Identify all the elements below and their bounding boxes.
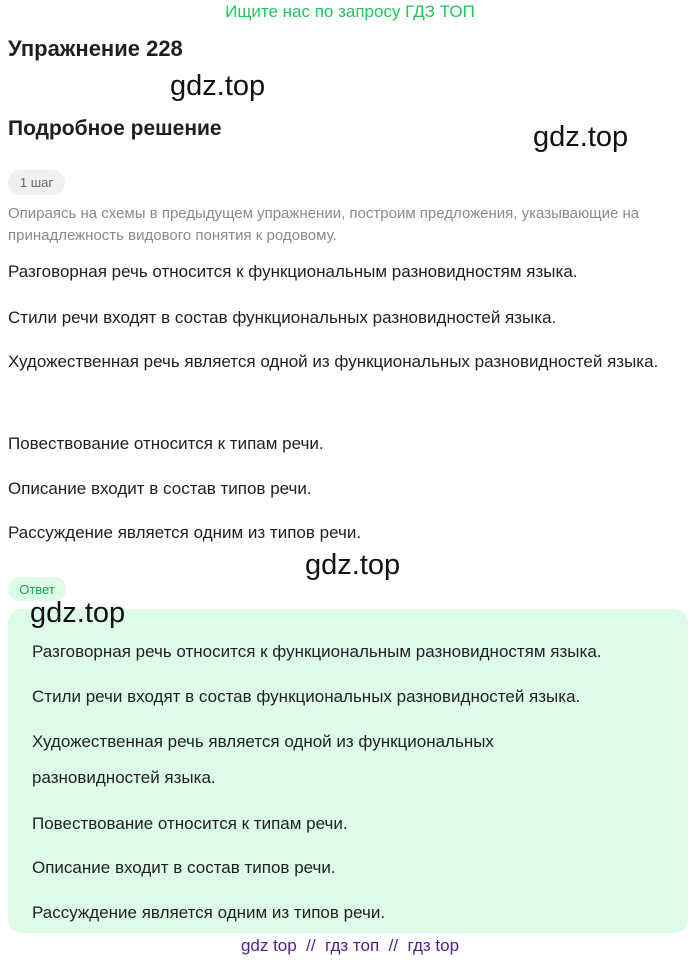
answer-line: Разговорная речь относится к функциональным разновидностям языка. bbox=[32, 642, 602, 661]
answer-line: Повествование относится к типам речи. bbox=[32, 814, 348, 833]
answer-line: Художественная речь является одной из функциональных разновидностей языка. bbox=[32, 732, 494, 787]
top-banner[interactable]: Ищите нас по запросу ГДЗ ТОП bbox=[225, 2, 475, 21]
answer-line: Стили речи входят в состав функциональных разновидностей языка. bbox=[32, 687, 581, 706]
solution-line: Рассуждение является одним из типов речи. bbox=[8, 523, 362, 542]
solution-line: Стили речи входят в состав функциональных разновидностей языка. bbox=[8, 308, 557, 327]
exercise-title: Упражнение 228 bbox=[8, 36, 183, 61]
watermark: gdz.top bbox=[30, 597, 126, 629]
solution-line: Описание входит в состав типов речи. bbox=[8, 479, 312, 498]
watermark: gdz.top bbox=[170, 70, 266, 102]
step-badge: 1 шаг bbox=[8, 170, 65, 195]
solution-line: Разговорная речь относится к функциональным разновидностям языка. bbox=[8, 262, 578, 281]
footer-links[interactable]: gdz top // гдз топ // гдз top bbox=[240, 936, 460, 955]
watermark: gdz.top bbox=[305, 549, 401, 581]
solution-line: Повествование относится к типам речи. bbox=[8, 434, 324, 453]
solution-title: Подробное решение bbox=[8, 117, 222, 140]
answer-box bbox=[8, 609, 688, 933]
solution-line: Художественная речь является одной из функциональных разновидностей языка. bbox=[8, 352, 659, 371]
answer-line: Описание входит в состав типов речи. bbox=[32, 858, 336, 877]
answer-line: Рассуждение является одним из типов речи. bbox=[32, 903, 386, 922]
answer-badge: Ответ bbox=[8, 577, 66, 601]
intro-text: Опираясь на схемы в предыдущем упражнении, построим предложения, указывающие на принадлежность видового понятия к родовому. bbox=[8, 205, 640, 244]
watermark: gdz.top bbox=[533, 121, 629, 153]
